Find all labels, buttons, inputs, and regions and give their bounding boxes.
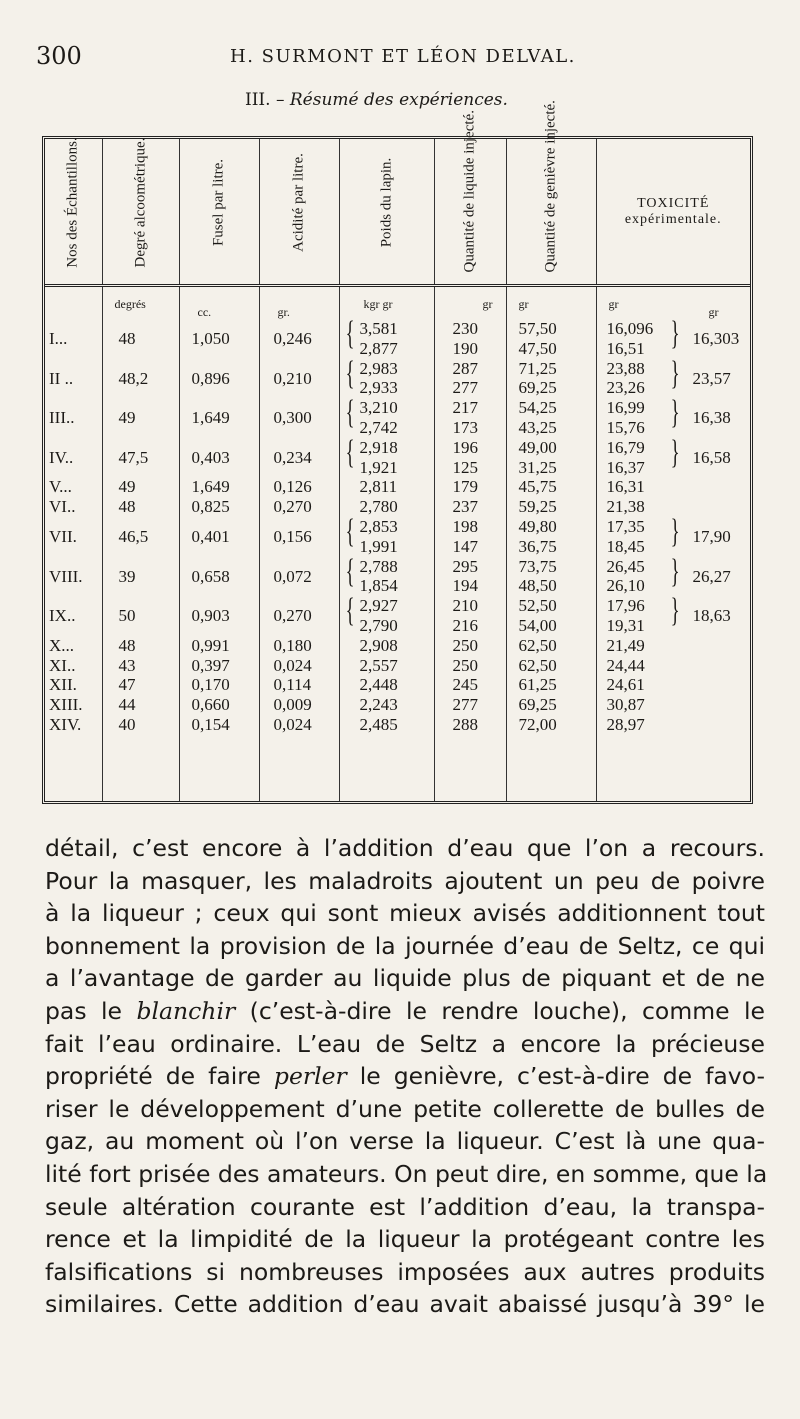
- text-line: [45, 1158, 768, 1191]
- table-cell: 24,61: [606, 675, 645, 695]
- table-cell: 0,991: [191, 635, 230, 655]
- body-text: [45, 832, 768, 1321]
- text-run: pas le: [45, 996, 137, 1025]
- column-acidite: [259, 286, 339, 802]
- table-cell: 71,25: [518, 358, 557, 378]
- text-run: seule altération courante est l’addition d’eau, la transpa-: [45, 1192, 765, 1221]
- table-cell: 26,45: [606, 556, 645, 576]
- column-header: Acidité par litre.: [259, 139, 339, 286]
- toxicite-mean: 17,90: [692, 526, 731, 546]
- table-cell: 1,649: [191, 408, 230, 428]
- table-cell: 1,649: [191, 477, 230, 497]
- brace-icon: {: [345, 513, 355, 550]
- text-run: rence et la limpidité de la liqueur la protégeant contre les: [45, 1225, 765, 1254]
- column-toxicite: [596, 286, 750, 802]
- text-run: similaires. Cette addition d’eau avait abaissé jusqu’à 39° le: [45, 1290, 765, 1319]
- table-cell: 216: [452, 616, 478, 635]
- table-cell: 48: [118, 497, 136, 517]
- unit-label: gr.: [277, 305, 290, 319]
- table-cell: 0,156: [273, 526, 312, 546]
- table-cell: 48: [118, 328, 136, 348]
- text-run: détail, c’est encore à l’addition d’eau que l’on a recours.: [45, 834, 765, 862]
- table-cell: 47,5: [118, 447, 149, 467]
- table-cell: 30,87: [606, 695, 645, 715]
- column-genievre: [506, 286, 596, 802]
- table-cell: 179: [452, 477, 478, 497]
- column-fusel: [179, 286, 259, 802]
- table-cell: 47: [118, 675, 136, 695]
- table-cell: 0,903: [191, 606, 230, 626]
- table-cell: 217: [452, 398, 478, 418]
- text-run: falsifications si nombreuses imposées aux autres produits: [45, 1257, 765, 1286]
- table-cell: 0,403: [191, 447, 230, 467]
- table-cell: 59,25: [518, 497, 557, 517]
- table-cell: 245: [452, 675, 478, 695]
- table-cell: 48,2: [118, 368, 149, 388]
- table-cell: 16,37: [606, 457, 645, 477]
- table-cell: 39: [118, 566, 136, 586]
- table-cell: 2,557: [359, 655, 398, 675]
- table-cell: 190: [452, 338, 478, 358]
- italic-term: perler: [273, 1062, 347, 1091]
- text-line: [45, 995, 765, 1028]
- table-cell: 0,246: [273, 328, 312, 348]
- table-cell: 173: [452, 418, 478, 437]
- row-id: I...: [49, 328, 68, 348]
- table-cell: 2,742: [359, 418, 398, 437]
- table-cell: 36,75: [518, 536, 557, 556]
- unit-label: gr: [708, 305, 719, 319]
- brace-icon: }: [670, 433, 680, 471]
- row-id: XIV.: [49, 715, 82, 734]
- table-cell: 125: [452, 457, 478, 477]
- brace-icon: }: [670, 315, 680, 352]
- column-echantillons: [45, 286, 102, 802]
- table-cell: 2,927: [359, 596, 398, 616]
- table-cell: 194: [452, 576, 478, 596]
- table-cell: 0,270: [273, 497, 312, 517]
- toxicite-mean: 16,58: [692, 447, 731, 467]
- table-cell: 2,811: [359, 477, 398, 497]
- table-cell: 0,009: [273, 695, 312, 715]
- table-cell: 1,854: [359, 576, 398, 596]
- table-cell: 2,243: [359, 695, 398, 715]
- section-number: III.: [245, 90, 271, 110]
- table-cell: 0,024: [273, 655, 312, 675]
- column-header: Quantité de genièvre injecté.: [506, 139, 596, 286]
- table-cell: 16,79: [606, 437, 645, 457]
- row-id: IV..: [49, 447, 74, 467]
- brace-icon: {: [345, 552, 355, 590]
- row-id: II ..: [49, 368, 74, 388]
- table-cell: 2,780: [359, 497, 398, 517]
- brace-icon: {: [345, 315, 355, 352]
- table-cell: 69,25: [518, 695, 557, 715]
- table-cell: 0,658: [191, 566, 230, 586]
- table-cell: 1,991: [359, 536, 398, 556]
- column-header: Poids du lapin.: [339, 139, 434, 286]
- table-cell: 61,25: [518, 675, 557, 695]
- table-cell: 23,26: [606, 378, 645, 398]
- running-head: H. SURMONT ET LÉON DELVAL.: [230, 46, 576, 67]
- unit-label: gr: [518, 297, 529, 311]
- text-line: [45, 1191, 765, 1224]
- table-cell: 295: [452, 556, 478, 576]
- text-run: bonnement la provision de la journée d’eau de Seltz, ce qui: [45, 931, 765, 960]
- table-cell: 1,921: [359, 457, 398, 477]
- table-cell: 47,50: [518, 338, 557, 358]
- text-line: [45, 962, 765, 995]
- table-cell: 50: [118, 606, 136, 626]
- table-cell: 23,88: [606, 358, 645, 378]
- text-line: [45, 930, 765, 963]
- brace-icon: }: [670, 513, 680, 550]
- column-liquide: [434, 286, 506, 802]
- table-cell: 0,170: [191, 675, 230, 695]
- table-cell: 44: [118, 695, 136, 715]
- table-cell: 0,024: [273, 715, 312, 734]
- table-cell: 2,853: [359, 517, 398, 536]
- table-cell: 0,397: [191, 655, 230, 675]
- table-cell: 18,45: [606, 536, 645, 556]
- text-line: [45, 1028, 765, 1061]
- table-cell: 16,31: [606, 477, 645, 497]
- table-cell: 2,448: [359, 675, 398, 695]
- table-cell: 277: [452, 695, 478, 715]
- table-cell: 57,50: [518, 319, 557, 338]
- unit-label: gr: [608, 297, 619, 311]
- table-cell: 250: [452, 655, 478, 675]
- column-header: Degré alcoométrique.: [102, 139, 179, 286]
- table-cell: 43: [118, 655, 136, 675]
- column-degre: [102, 286, 179, 802]
- text-run: riser le développement d’une petite collerette de bulles de: [45, 1094, 765, 1123]
- table-cell: 0,234: [273, 447, 312, 467]
- table-cell: 40: [118, 715, 136, 734]
- toxicite-mean: 26,27: [692, 566, 731, 586]
- table-cell: 0,126: [273, 477, 312, 497]
- text-line: [45, 1256, 765, 1289]
- column-header: Quantité de liquide injecté.: [434, 139, 506, 286]
- table-cell: 54,00: [518, 616, 557, 635]
- table-cell: 0,401: [191, 526, 230, 546]
- table-cell: 0,210: [273, 368, 312, 388]
- table-cell: 49,80: [518, 517, 557, 536]
- column-poids: [339, 286, 434, 802]
- table-cell: 3,210: [359, 398, 398, 418]
- brace-icon: }: [670, 394, 680, 432]
- table-cell: 62,50: [518, 655, 557, 675]
- table-cell: 16,096: [606, 319, 654, 338]
- toxicite-mean: 18,63: [692, 606, 731, 626]
- text-run: le genièvre, c’est-à-dire de favo-: [346, 1062, 765, 1091]
- text-run: Pour la masquer, les maladroits ajoutent un peu de poivre: [45, 866, 765, 895]
- table-cell: 19,31: [606, 616, 645, 635]
- table-cell: 17,96: [606, 596, 645, 616]
- row-id: VII.: [49, 526, 77, 546]
- brace-icon: {: [345, 394, 355, 432]
- brace-icon: {: [345, 592, 355, 630]
- text-run: (c’est-à-dire le rendre louche), comme le: [235, 996, 765, 1025]
- table-cell: 2,983: [359, 358, 398, 378]
- table-cell: 62,50: [518, 635, 557, 655]
- table-cell: 15,76: [606, 418, 645, 437]
- row-id: XIII.: [49, 695, 83, 715]
- table-cell: 2,877: [359, 338, 398, 358]
- table-cell: 21,49: [606, 635, 645, 655]
- table-cell: 31,25: [518, 457, 557, 477]
- table-cell: 0,072: [273, 566, 312, 586]
- text-run: a l’avantage de garder au liquide plus de piquant et de ne: [45, 964, 765, 993]
- text-run: fait l’eau ordinaire. L’eau de Seltz a encore la précieuse: [45, 1029, 765, 1058]
- unit-label: cc.: [197, 305, 212, 319]
- table-cell: 16,51: [606, 338, 645, 358]
- table-cell: 198: [452, 517, 478, 536]
- text-run: lité fort prisée des amateurs. On peut dire, en somme, que la: [45, 1159, 768, 1188]
- text-line: [45, 1288, 765, 1321]
- table-cell: 2,933: [359, 378, 398, 398]
- table-cell: 230: [452, 319, 478, 338]
- row-id: VIII.: [49, 566, 83, 586]
- table-cell: 52,50: [518, 596, 557, 616]
- row-id: XII.: [49, 675, 77, 695]
- table-cell: 287: [452, 358, 478, 378]
- table-cell: 277: [452, 378, 478, 398]
- table-cell: 69,25: [518, 378, 557, 398]
- unit-label: gr: [482, 297, 493, 311]
- table-cell: 2,788: [359, 556, 398, 576]
- text-line: [45, 832, 765, 865]
- text-line: [45, 1093, 765, 1126]
- table-cell: 45,75: [518, 477, 557, 497]
- table-cell: 0,114: [273, 675, 312, 695]
- table-cell: 24,44: [606, 655, 645, 675]
- table-cell: 49,00: [518, 437, 557, 457]
- row-id: V...: [49, 477, 72, 497]
- table-cell: 73,75: [518, 556, 557, 576]
- table-cell: 0,660: [191, 695, 230, 715]
- column-header: Fusel par litre.: [179, 139, 259, 286]
- column-header: TOXICITÉ expérimentale.: [596, 139, 750, 286]
- table-cell: 0,896: [191, 368, 230, 388]
- table-cell: 2,790: [359, 616, 398, 635]
- text-line: [45, 1223, 765, 1256]
- unit-label: kgr gr: [363, 297, 393, 311]
- table-cell: 288: [452, 715, 478, 734]
- table-cell: 49: [118, 408, 136, 428]
- unit-label: degrés: [114, 297, 146, 311]
- table-cell: 0,825: [191, 497, 230, 517]
- table-cell: 1,050: [191, 328, 230, 348]
- page-number: 300: [36, 42, 82, 70]
- table-cell: 28,97: [606, 715, 645, 734]
- table-header-row: [45, 139, 750, 286]
- row-id: III..: [49, 408, 75, 428]
- toxicite-mean: 23,57: [692, 368, 731, 388]
- text-line: [45, 897, 765, 930]
- brace-icon: {: [345, 354, 355, 392]
- brace-icon: }: [670, 354, 680, 392]
- text-line: [45, 1060, 765, 1093]
- table-cell: 0,180: [273, 635, 312, 655]
- table-cell: 2,485: [359, 715, 398, 734]
- row-id: IX..: [49, 606, 76, 626]
- table-cell: 21,38: [606, 497, 645, 517]
- table-cell: 0,154: [191, 715, 230, 734]
- table-cell: 2,918: [359, 437, 398, 457]
- table-cell: 2,908: [359, 635, 398, 655]
- row-id: VI..: [49, 497, 76, 517]
- table-cell: 49: [118, 477, 136, 497]
- table-cell: 0,270: [273, 606, 312, 626]
- column-header: Nos des Échantillons.: [45, 139, 102, 286]
- table-cell: 250: [452, 635, 478, 655]
- row-id: X...: [49, 635, 75, 655]
- table-cell: 0,300: [273, 408, 312, 428]
- table-cell: 43,25: [518, 418, 557, 437]
- table-cell: 16,99: [606, 398, 645, 418]
- brace-icon: }: [670, 592, 680, 630]
- italic-term: blanchir: [136, 996, 236, 1025]
- table-cell: 196: [452, 437, 478, 457]
- text-line: [45, 865, 765, 898]
- table-cell: 72,00: [518, 715, 557, 734]
- table-cell: 3,581: [359, 319, 398, 338]
- text-run: gaz, au moment où l’on verse la liqueur. C’est là une qua-: [45, 1127, 765, 1156]
- table-cell: 17,35: [606, 517, 645, 536]
- table-cell: 48: [118, 635, 136, 655]
- text-run: à la liqueur ; ceux qui sont mieux avisés additionnent tout: [45, 899, 765, 928]
- section-dash: –: [275, 90, 285, 110]
- section-title: [245, 90, 508, 110]
- brace-icon: }: [670, 552, 680, 590]
- table-cell: 46,5: [118, 526, 149, 546]
- brace-icon: {: [345, 433, 355, 471]
- section-title-text: Résumé des expériences.: [289, 90, 508, 110]
- table-cell: 210: [452, 596, 478, 616]
- text-line: [45, 1125, 765, 1158]
- table-cell: 237: [452, 497, 478, 517]
- toxicite-mean: 16,303: [692, 328, 740, 348]
- table-cell: 48,50: [518, 576, 557, 596]
- row-id: XI..: [49, 655, 76, 675]
- table-cell: 147: [452, 536, 478, 556]
- toxicite-mean: 16,38: [692, 408, 731, 428]
- table-cell: 26,10: [606, 576, 645, 596]
- text-run: propriété de faire: [45, 1062, 274, 1091]
- table-cell: 54,25: [518, 398, 557, 418]
